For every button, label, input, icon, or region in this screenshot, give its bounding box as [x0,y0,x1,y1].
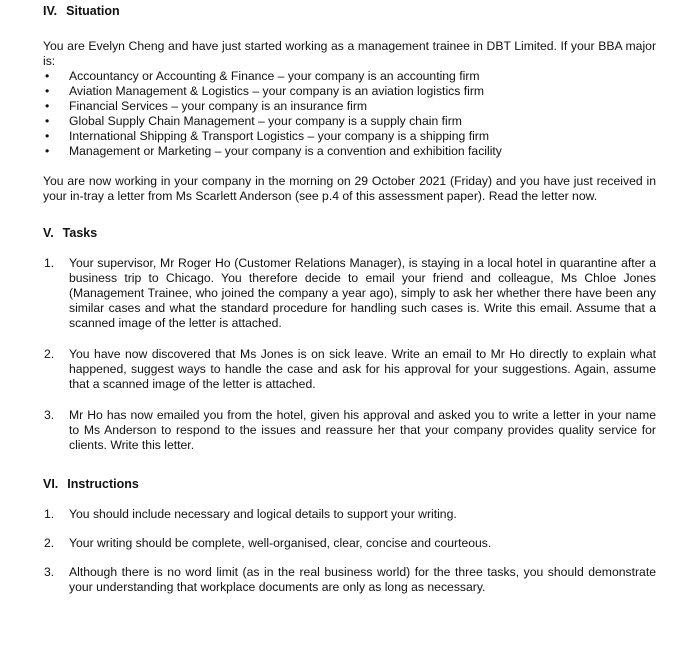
instruction-list [43,507,656,595]
item-number: 1. [44,507,55,521]
section-heading-tasks [43,226,656,241]
item-number: 1. [44,256,55,270]
list-item-text: Financial Services – your company is an insurance firm [69,99,368,113]
instruction-item [43,507,656,522]
list-item-text: Global Supply Chain Management – your company is a supply chain firm [69,114,462,128]
task-text: Mr Ho has now emailed you from the hotel, given his approval and asked you to write a letter in your name to Ms Anderson to respond to the issues and reassure her that your company provides quality service for clients. Write this letter. [69,408,656,452]
list-item [43,84,656,99]
task-item [43,256,656,331]
list-item-text: International Shipping & Transport Logistics – your company is a shipping firm [69,129,490,143]
item-number: 2. [44,347,55,361]
bullet-icon: • [45,114,50,128]
bullet-icon: • [45,144,50,158]
task-item [43,347,656,392]
section-number: VI. [43,477,59,491]
item-number: 2. [44,536,55,550]
list-item [43,114,656,129]
list-item [43,99,656,114]
instruction-item [43,536,656,551]
task-item [43,408,656,453]
situation-intro-paragraph: You are Evelyn Cheng and have just started working as a management trainee in DBT Limited. If your BBA major is: [43,39,656,68]
list-item [43,144,656,159]
instruction-text: Although there is no word limit (as in the real business world) for the three tasks, you should demonstrate your understanding that workplace documents are only as long as necessary. [69,565,656,594]
major-list [43,69,656,159]
section-title: Situation [66,4,120,18]
instruction-text: Your writing should be complete, well-organised, clear, concise and courteous. [69,536,492,550]
section-heading-instructions [43,477,656,492]
item-number: 3. [44,565,55,579]
instruction-item [43,565,656,595]
section-number: V. [43,226,54,240]
instruction-text: You should include necessary and logical details to support your writing. [69,507,457,521]
task-text: You have now discovered that Ms Jones is on sick leave. Write an email to Mr Ho directly to explain what happened, suggest ways to handle the case and ask for his approval for your suggestions. Again, assume that a scanned image of the letter is attached. [69,347,656,391]
bullet-icon: • [45,69,50,83]
task-list [43,256,656,453]
bullet-icon: • [45,129,50,143]
section-title: Tasks [62,226,98,240]
task-text: Your supervisor, Mr Roger Ho (Customer Relations Manager), is staying in a local hotel in quarantine after a business trip to Chicago. You therefore decide to email your friend and colleague, Ms Chloe Jones (Management Trainee, who joined the company a year ago), simply to ask her whether there have been any similar cases and what the standard procedure for handling such cases is. Write this email. Assume that a scanned image of the letter is attached. [69,256,656,330]
bullet-icon: • [45,99,50,113]
list-item-text: Management or Marketing – your company is a convention and exhibition facility [69,144,502,158]
list-item [43,69,656,84]
list-item [43,129,656,144]
section-title: Instructions [67,477,139,491]
bullet-icon: • [45,84,50,98]
section-number: IV. [43,4,58,18]
item-number: 3. [44,408,55,422]
situation-followup-paragraph: You are now working in your company in the morning on 29 October 2021 (Friday) and you have just received in your in-tray a letter from Ms Scarlett Anderson (see p.4 of this assessment paper). Read the letter now. [43,174,656,203]
list-item-text: Accountancy or Accounting & Finance – your company is an accounting firm [69,69,480,83]
list-item-text: Aviation Management & Logistics – your company is an aviation logistics firm [69,84,485,98]
section-heading-situation [43,4,656,19]
